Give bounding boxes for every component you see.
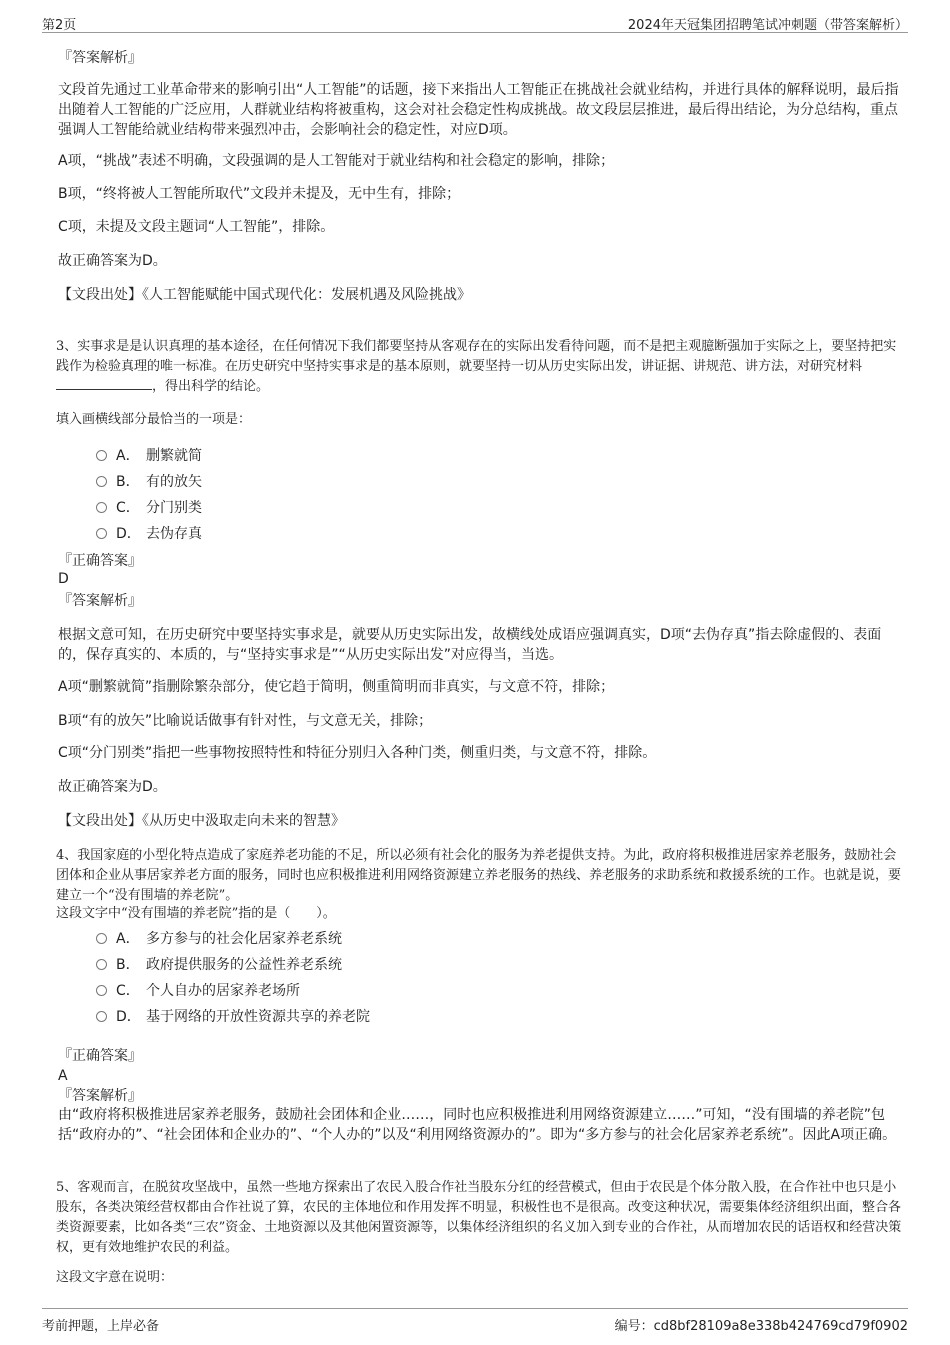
q5-stem: 5、客观而言，在脱贫攻坚战中，虽然一些地方探索出了农民入股合作社当股东分红的经营模式，但由于农民是个体分散入股，在合作社中也只是小股东，各类决策经营权都由合作社说了算，农民的主体地位和作用发挥不明显，积极性也不是很高。改变这种状况，需要集体经济组织出面，整合各类资源要素，比如各类“三农”资金、土地资源以及其他闲置资源等，以集体经济组织的名义加入到专业的合作社，从而增加农民的话语权和经营决策权，更有效地维护农民的利益。 bbox=[56, 1180, 902, 1255]
q4-option-a[interactable]: A． 多方参与的社会化居家养老系统 bbox=[96, 928, 342, 948]
q3-analysis-label: 『答案解析』 bbox=[58, 593, 142, 609]
q3-option-a-note: A项“删繁就简”指删除繁杂部分，使它趋于简明，侧重简明而非真实，与文意不符，排除； bbox=[58, 679, 615, 695]
q3-option-a[interactable]: A． 删繁就简 bbox=[96, 445, 202, 465]
q2-conclusion: 故正确答案为D。 bbox=[58, 253, 167, 269]
q4-analysis-text: 由“政府将积极推进居家养老服务，鼓励社会团体和企业……，同时也应积极推进利用网络资源建立……”可知，“没有围墙的养老院”包括“政府办的”、“社会团体和企业办的”、“个人办的”以及“利用网络资源办的”。即为“多方参与的社会化居家养老系统”。因此A项正确。 bbox=[58, 1107, 897, 1143]
page-footer bbox=[42, 1308, 908, 1339]
q2-option-a-note: A项，“挑战”表述不明确，文段强调的是人工智能对于就业结构和社会稳定的影响，排除； bbox=[58, 153, 615, 169]
document-id: 编号：cd8bf28109a8e338b424769cd79f0902 bbox=[614, 1319, 908, 1334]
q3-option-d[interactable]: D． 去伪存真 bbox=[96, 523, 202, 543]
q3-option-b-note: B项“有的放矢”比喻说话做事有针对性，与文意无关，排除； bbox=[58, 713, 433, 729]
q4-answer-label: 『正确答案』 bbox=[58, 1048, 142, 1064]
radio-icon[interactable] bbox=[96, 1011, 107, 1022]
q4-answer: A bbox=[58, 1068, 68, 1084]
page-header bbox=[42, 12, 908, 33]
q3-conclusion: 故正确答案为D。 bbox=[58, 779, 167, 795]
q2-analysis-label: 『答案解析』 bbox=[58, 50, 142, 66]
q4-prompt: 这段文字中“没有围墙的养老院”指的是（ ）。 bbox=[56, 906, 336, 921]
q4-analysis-label: 『答案解析』 bbox=[58, 1088, 142, 1104]
q3-prompt: 填入画横线部分最恰当的一项是： bbox=[56, 412, 252, 427]
q3-stem: 3、实事求是是认识真理的基本途径，在任何情况下我们都要坚持从客观存在的实际出发看待问题，而不是把主观臆断强加于实际之上，要坚持把实践作为检验真理的唯一标准。在历史研究中坚持实事求是的基本原则，就要坚持一切从历史实际出发，讲证据、讲规范、讲方法，对研究材料，得出科学的结论。 bbox=[56, 339, 897, 394]
radio-icon[interactable] bbox=[96, 476, 107, 487]
q2-option-b-note: B项，“终将被人工智能所取代”文段并未提及，无中生有，排除； bbox=[58, 186, 461, 202]
q4-stem: 4、我国家庭的小型化特点造成了家庭养老功能的不足，所以必须有社会化的服务为养老提供支持。为此，政府将积极推进居家养老服务，鼓励社会团体和企业从事居家养老方面的服务，同时也应积极推进利用网络资源建立养老服务的热线、养老服务的求助系统和救援系统的工作。也就是说，要建立一个“没有围墙的养老院”。 bbox=[56, 848, 902, 903]
radio-icon[interactable] bbox=[96, 450, 107, 461]
q3-analysis-text: 根据文意可知，在历史研究中要坚持实事求是，就要从历史实际出发，故横线处成语应强调真实，D项“去伪存真”指去除虚假的、表面的，保存真实的、本质的，与“坚持实事求是”“从历史实际出发”对应得当，当选。 bbox=[58, 627, 882, 663]
footer-slogan: 考前押题，上岸必备 bbox=[42, 1319, 160, 1334]
radio-icon[interactable] bbox=[96, 933, 107, 944]
q2-source: 【文段出处】《人工智能赋能中国式现代化：发展机遇及风险挑战》 bbox=[58, 287, 471, 303]
page-number: 第2页 bbox=[42, 18, 77, 33]
q3-answer: D bbox=[58, 571, 69, 587]
q5-prompt: 这段文字意在说明： bbox=[56, 1270, 174, 1285]
radio-icon[interactable] bbox=[96, 985, 107, 996]
radio-icon[interactable] bbox=[96, 502, 107, 513]
q3-answer-label: 『正确答案』 bbox=[58, 553, 142, 569]
q3-option-c[interactable]: C． 分门别类 bbox=[96, 497, 202, 517]
document-title: 2024年天冠集团招聘笔试冲刺题（带答案解析） bbox=[627, 18, 908, 33]
q3-source: 【文段出处】《从历史中汲取走向未来的智慧》 bbox=[58, 813, 345, 829]
q4-option-d[interactable]: D． 基于网络的开放性资源共享的养老院 bbox=[96, 1006, 370, 1026]
q3-option-b[interactable]: B． 有的放矢 bbox=[96, 471, 202, 491]
q3-blank-line bbox=[56, 377, 152, 390]
radio-icon[interactable] bbox=[96, 528, 107, 539]
q2-analysis-text: 文段首先通过工业革命带来的影响引出“人工智能”的话题，接下来指出人工智能正在挑战社会就业结构，并进行具体的解释说明，最后指出随着人工智能的广泛应用，人群就业结构将被重构，这会对社会稳定性构成挑战。故文段层层推进，最后得出结论，为分总结构，重点强调人工智能给就业结构带来强烈冲击，会影响社会的稳定性，对应D项。 bbox=[58, 82, 899, 138]
q3-option-c-note: C项“分门别类”指把一些事物按照特性和特征分别归入各种门类，侧重归类，与文意不符，排除。 bbox=[58, 745, 657, 761]
radio-icon[interactable] bbox=[96, 959, 107, 970]
q4-option-c[interactable]: C． 个人自办的居家养老场所 bbox=[96, 980, 300, 1000]
q4-option-b[interactable]: B． 政府提供服务的公益性养老系统 bbox=[96, 954, 342, 974]
q2-option-c-note: C项，未提及文段主题词“人工智能”，排除。 bbox=[58, 219, 335, 235]
